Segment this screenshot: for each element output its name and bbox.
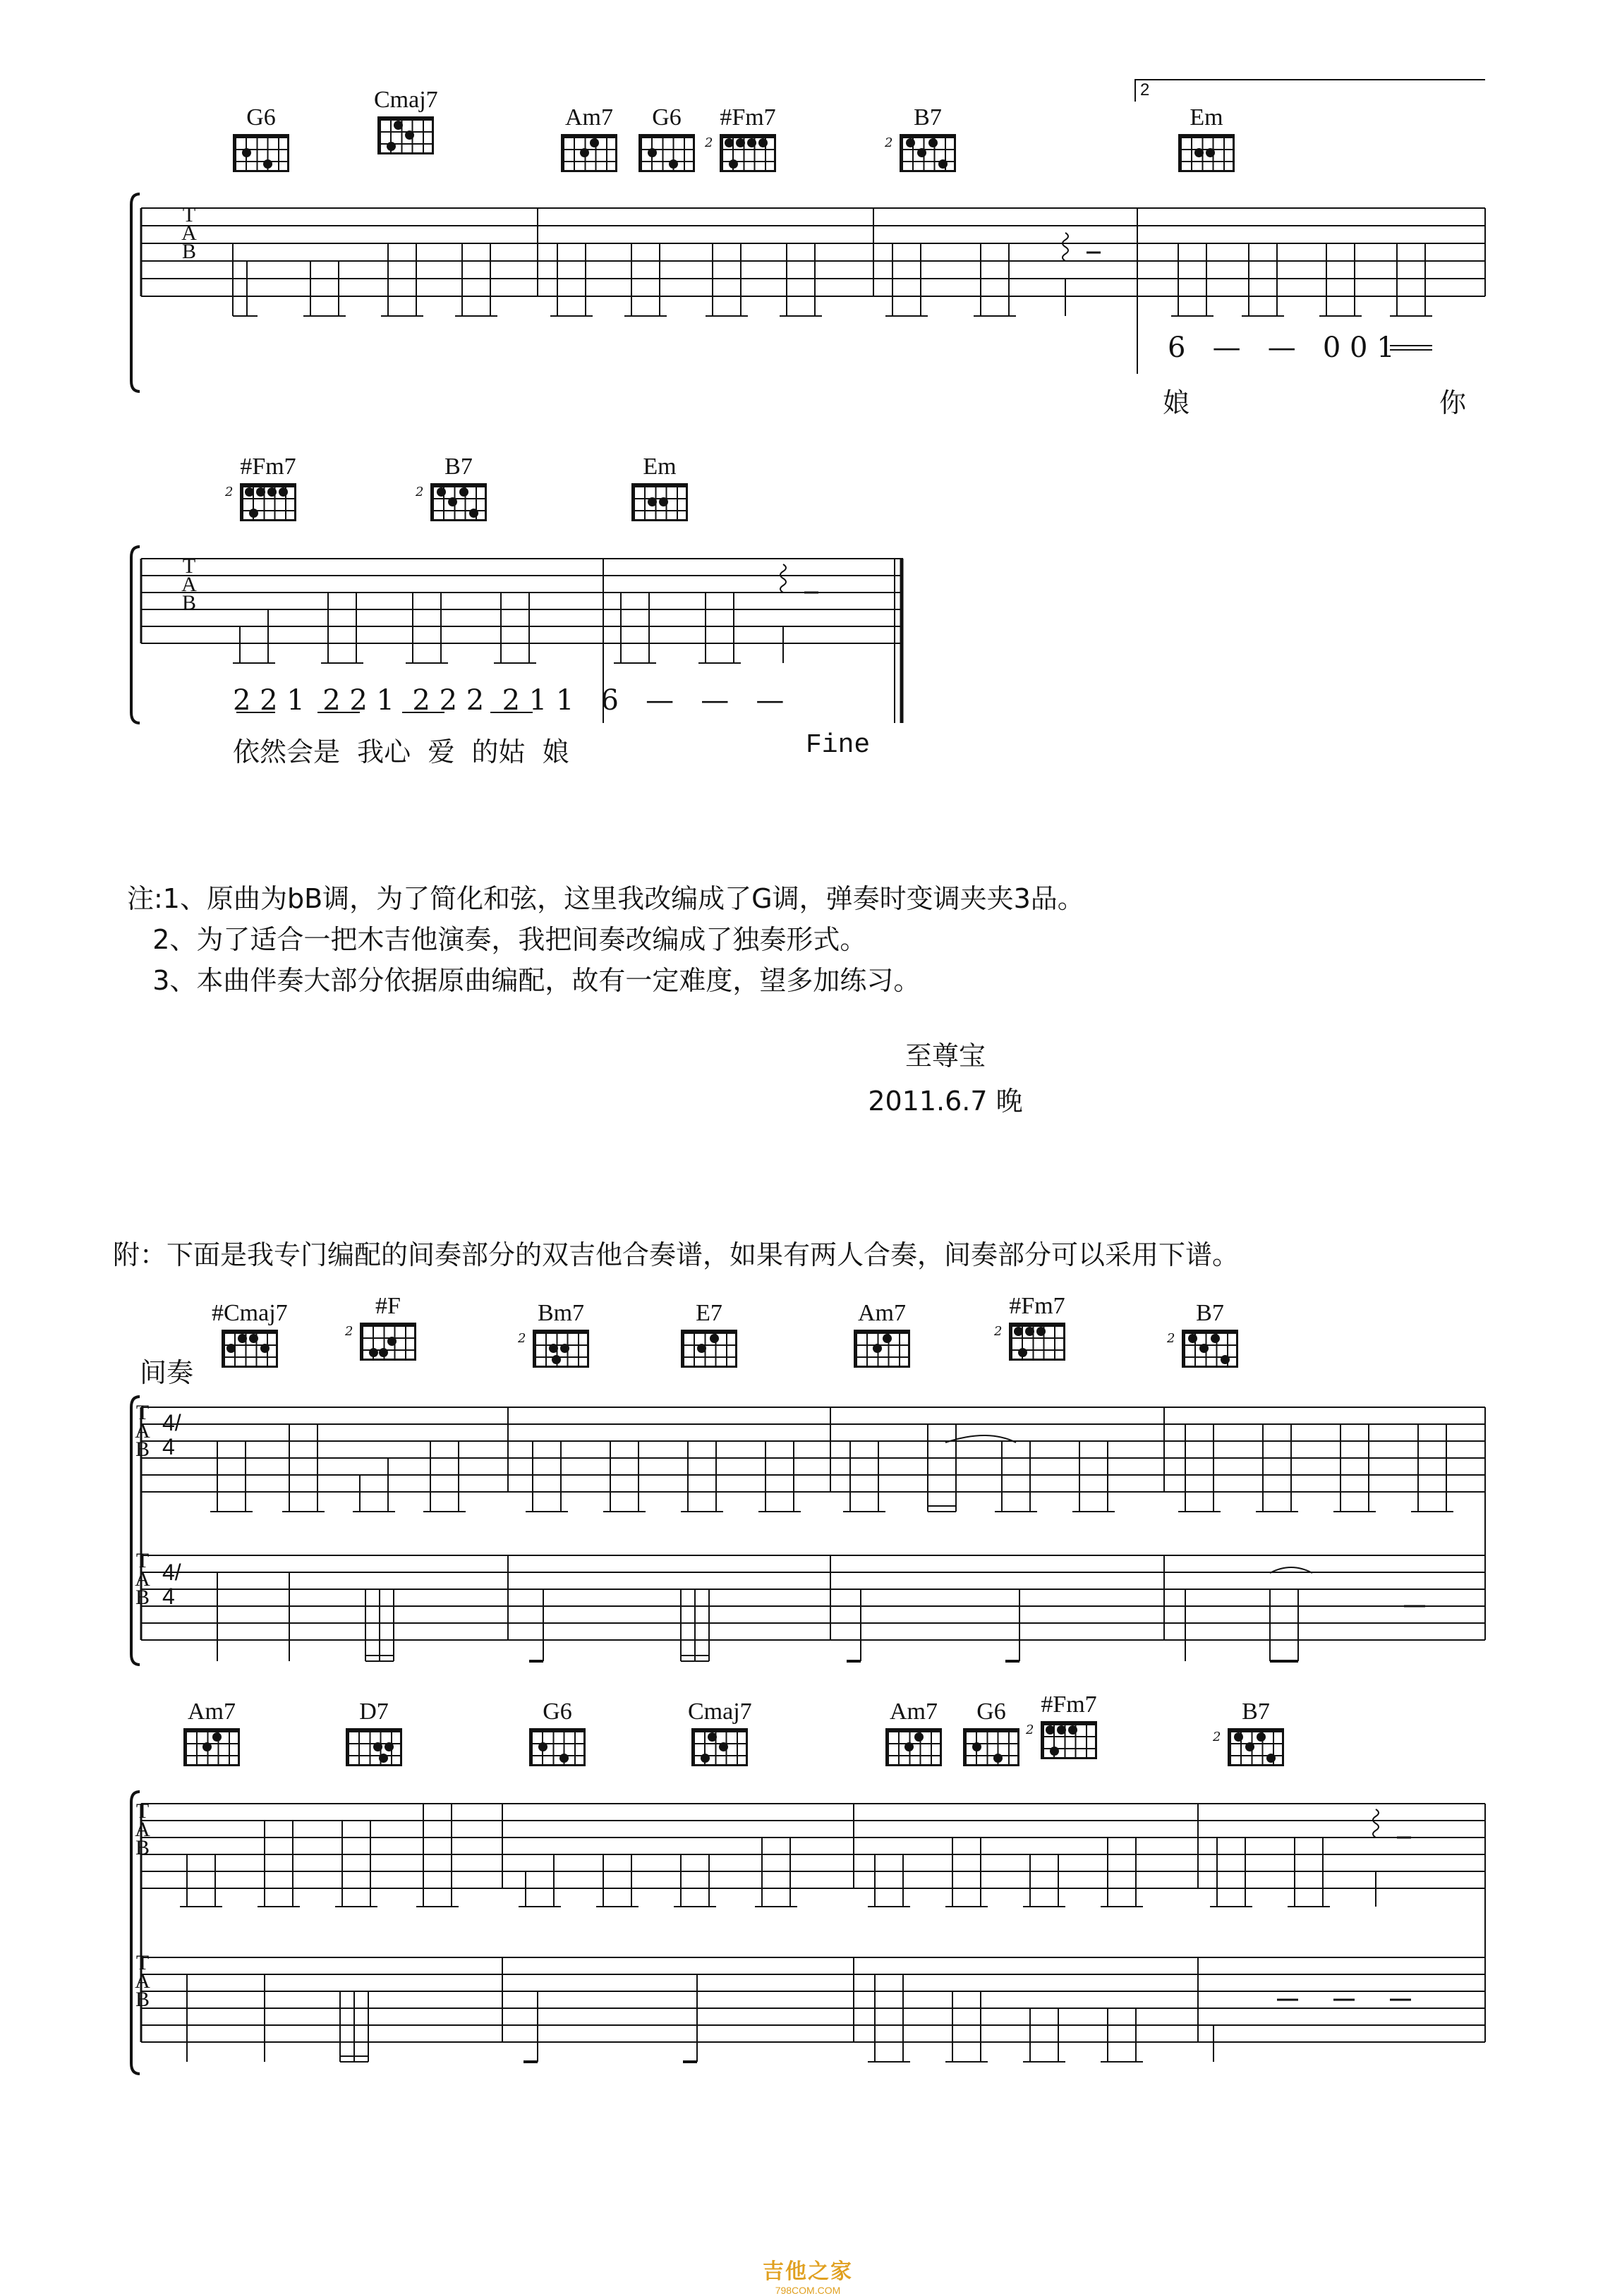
- volta-bracket: [1134, 79, 1485, 102]
- note-line: 3、本曲伴奏大部分依据原曲编配，故有一定难度，望多加练习。: [127, 965, 921, 996]
- chord-diagram: B7 2: [1182, 1301, 1238, 1368]
- chord-diagram: #Cmaj7: [212, 1301, 288, 1368]
- chord-grid: 2: [360, 1323, 416, 1361]
- chord-grid: 2: [1041, 1721, 1097, 1759]
- tab-label: T A B: [135, 1799, 150, 1859]
- chord-diagram: Am7: [561, 106, 617, 172]
- chord-diagram: Cmaj7: [374, 88, 438, 154]
- jianpu-line: 2 2 1 2 2 1 2 2 2 2 1 1 6 — — —: [233, 684, 785, 717]
- chord-grid: 2: [430, 483, 487, 521]
- chord-grid: 2: [900, 134, 956, 172]
- chord-diagram: #Fm7 2: [240, 455, 296, 521]
- chord-grid: [561, 134, 617, 172]
- site-watermark-logo: 吉他之家 798COM.COM: [763, 2259, 853, 2296]
- chord-diagram: #Fm7 2: [1009, 1294, 1065, 1361]
- chord-grid: [233, 134, 289, 172]
- chord-diagram: B7 2: [430, 455, 487, 521]
- chord-grid: [854, 1330, 910, 1368]
- chord-grid: 2: [1182, 1330, 1238, 1368]
- chord-diagram: #Fm7 2: [1041, 1693, 1097, 1759]
- tab-staff-duet: [127, 1393, 1489, 1675]
- chord-diagram: Am7: [854, 1301, 910, 1368]
- chord-grid: [691, 1728, 748, 1766]
- chord-grid: 2: [240, 483, 296, 521]
- chord-grid: [346, 1728, 402, 1766]
- chord-grid: [681, 1330, 737, 1368]
- notes-block: [127, 878, 1084, 1001]
- chord-grid: 2: [1228, 1728, 1284, 1766]
- appendix-text: 附：下面是我专门编配的间奏部分的双吉他合奏谱，如果有两人合奏，间奏部分可以采用下谱。: [113, 1239, 1240, 1270]
- chord-diagram: G6: [529, 1700, 586, 1766]
- tab-staff-duet: [127, 1788, 1489, 2084]
- chord-grid: [529, 1728, 586, 1766]
- chord-grid: [222, 1330, 278, 1368]
- chord-diagram: Am7: [885, 1700, 942, 1766]
- chord-diagram: G6: [233, 106, 289, 172]
- chord-diagram: B7 2: [900, 106, 956, 172]
- time-signature: 4/4: [162, 1560, 181, 1609]
- chord-grid: 2: [533, 1330, 589, 1368]
- chord-diagram: G6: [963, 1700, 1019, 1766]
- chord-diagram: D7: [346, 1700, 402, 1766]
- chord-grid: [885, 1728, 942, 1766]
- chord-grid: [631, 483, 688, 521]
- chord-grid: [638, 134, 695, 172]
- author: 至尊宝: [904, 1040, 986, 1071]
- signature-block: [840, 1033, 1051, 1124]
- chord-diagram: B7 2: [1228, 1700, 1284, 1766]
- note-line: 2、为了适合一把木吉他演奏，我把间奏改编成了独奏形式。: [127, 924, 867, 955]
- chord-diagram: #F 2: [360, 1294, 416, 1361]
- jianpu-line: 6 — — 0 0 1: [1168, 332, 1395, 364]
- tab-label: T A B: [135, 1401, 150, 1461]
- volta-number: 2: [1140, 80, 1150, 99]
- chord-grid: [183, 1728, 240, 1766]
- chord-grid: 2: [1009, 1323, 1065, 1361]
- lyric-word: 你: [1439, 387, 1467, 418]
- chord-diagram: Cmaj7: [688, 1700, 752, 1766]
- date: 2011.6.7 晚: [868, 1086, 1023, 1117]
- tab-label: T A B: [181, 203, 197, 263]
- tab-staff: [127, 190, 1489, 395]
- fine-mark: Fine: [806, 730, 871, 760]
- tab-label: T A B: [181, 554, 197, 614]
- tab-label: T A B: [135, 1549, 150, 1609]
- lyric-word: 娘: [1163, 387, 1190, 418]
- tab-label: T A B: [135, 1951, 150, 2011]
- section-label: 间奏: [140, 1357, 194, 1388]
- chord-diagram: Em: [631, 455, 688, 521]
- chord-grid: [1178, 134, 1235, 172]
- chord-grid: [963, 1728, 1019, 1766]
- chord-diagram: #Fm7 2: [720, 106, 776, 172]
- chord-grid: 2: [720, 134, 776, 172]
- chord-diagram: E7: [681, 1301, 737, 1368]
- lyric-line: 依然会是 我心 爱 的姑 娘: [233, 736, 569, 767]
- note-line: 注:1、原曲为bB调，为了简化和弦，这里我改编成了G调，弹奏时变调夹夹3品。: [127, 883, 1084, 914]
- chord-diagram: Em: [1178, 106, 1235, 172]
- chord-diagram: Am7: [183, 1700, 240, 1766]
- chord-diagram: Bm7 2: [533, 1301, 589, 1368]
- chord-grid: [377, 116, 434, 154]
- time-signature: 4/4: [162, 1410, 181, 1459]
- chord-diagram: G6: [638, 106, 695, 172]
